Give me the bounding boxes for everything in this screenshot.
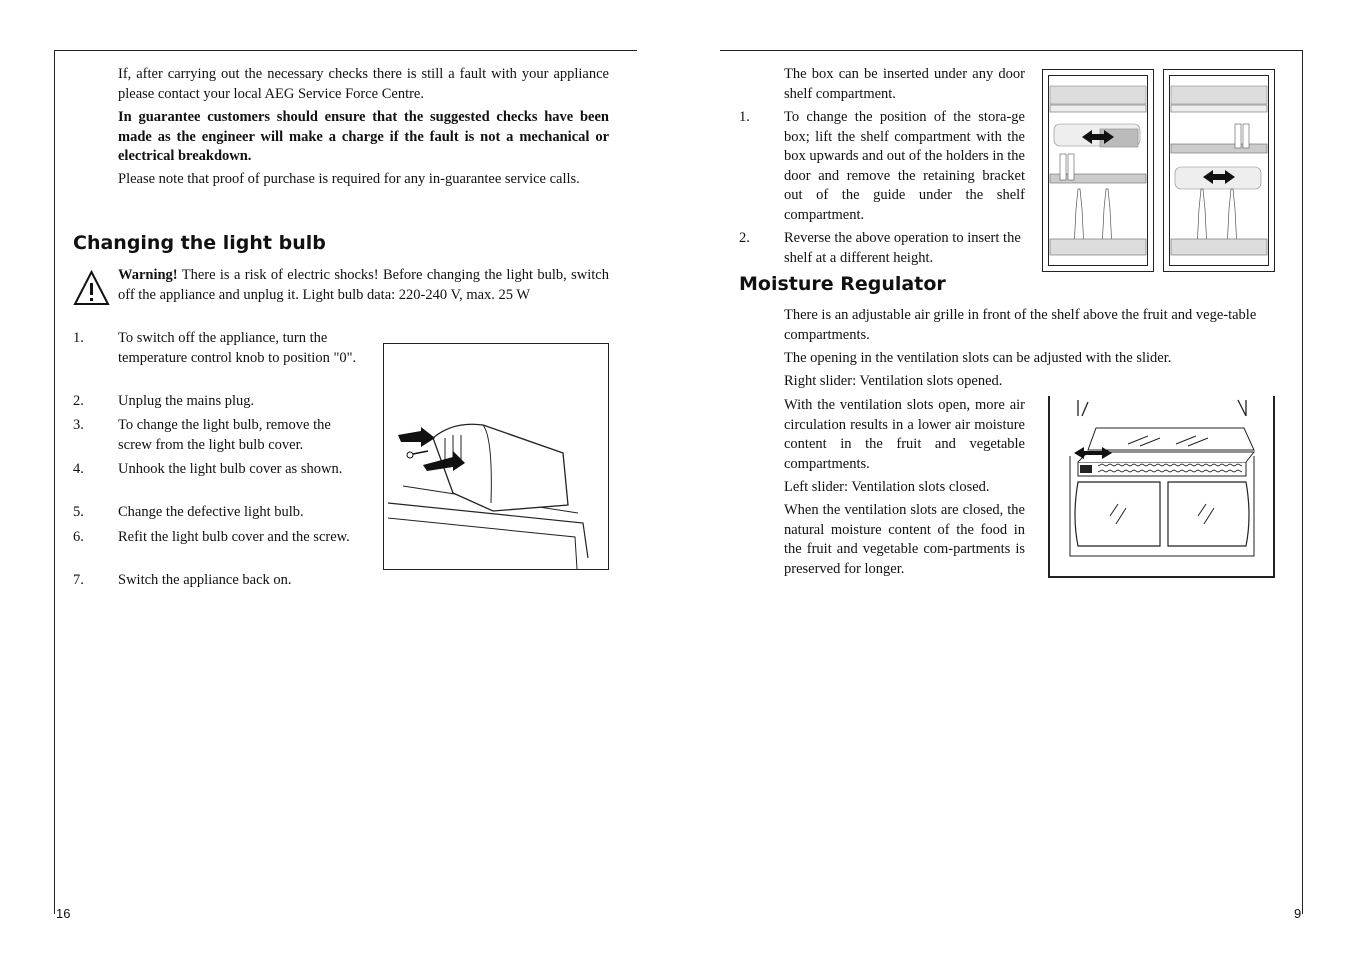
warning-text: There is a risk of electric shocks! Before changing the light bulb, switch off the appliance and unplug it. Light bulb data: 220-240 V, max. 25 W <box>118 267 609 303</box>
moisture-paragraph-6: When the ventilation slots are closed, the natural moisture content of the food in the fruit and vegetable com-partments is preserved for longer. <box>784 502 1025 577</box>
step-number: 4. <box>73 461 84 477</box>
step-number: 5. <box>73 504 84 520</box>
moisture-paragraph-1: There is an adjustable air grille in front of the shelf above the fruit and vege-table compartments. <box>784 307 1257 343</box>
moisture-regulator-illustration <box>1048 396 1275 578</box>
left-top-rule <box>54 50 637 51</box>
step-number: 3. <box>73 417 84 433</box>
moisture-paragraph-5: Left slider: Ventilation slots closed. <box>784 479 990 495</box>
right-side-rule <box>1302 50 1303 914</box>
step-number: 1. <box>739 109 750 125</box>
intro-paragraph-1: If, after carrying out the necessary checks there is still a fault with your appliance please contact your local AEG Service Force Centre. <box>118 66 609 102</box>
intro-paragraph-2: In guarantee customers should ensure that the suggested checks have been made as the engineer will make a charge if the fault is not a mechanical or electrical breakdown. <box>118 109 609 164</box>
left-side-rule <box>54 50 55 914</box>
step-text: Refit the light bulb cover and the screw. <box>118 529 350 545</box>
step-text: Reverse the above operation to insert the shelf at a different height. <box>784 230 1021 266</box>
light-bulb-illustration <box>383 343 609 570</box>
moisture-paragraph-4: With the ventilation slots open, more air circulation results in a lower air moisture content in the fruit and vegetable compartments. <box>784 397 1025 472</box>
step-number: 2. <box>739 230 750 246</box>
door-shelf-illustration-left <box>1042 69 1154 272</box>
left-page-number: 16 <box>56 906 71 921</box>
step-text: Unhook the light bulb cover as shown. <box>118 461 343 477</box>
step-number: 7. <box>73 572 84 588</box>
moisture-paragraph-2: The opening in the ventilation slots can be adjusted with the slider. <box>784 350 1172 366</box>
step-number: 1. <box>73 330 84 346</box>
warning-icon <box>73 270 110 307</box>
step-text: To change the light bulb, remove the screw from the light bulb cover. <box>118 417 331 453</box>
step-text: Unplug the mains plug. <box>118 393 255 409</box>
section-title-light-bulb: Changing the light bulb <box>73 232 326 254</box>
warning-label: Warning! <box>118 267 178 283</box>
right-top-rule <box>720 50 1303 51</box>
step-text: To switch off the appliance, turn the temperature control knob to position "0". <box>118 330 357 366</box>
step-text: To change the position of the stora-ge box; lift the shelf compartment with the box upwards and out of the holders in the door and remove the retaining bracket out of the guide under the shelf compartment. <box>784 109 1025 223</box>
right-page-number: 9 <box>1294 906 1302 921</box>
warning-paragraph <box>118 266 609 305</box>
step-text: Change the defective light bulb. <box>118 504 304 520</box>
section-title-moisture-regulator: Moisture Regulator <box>739 273 946 295</box>
moisture-paragraph-3: Right slider: Ventilation slots opened. <box>784 373 1003 389</box>
door-shelf-illustration-right <box>1163 69 1275 272</box>
step-number: 6. <box>73 529 84 545</box>
step-number: 2. <box>73 393 84 409</box>
box-intro-paragraph: The box can be inserted under any door shelf compartment. <box>784 66 1025 102</box>
intro-paragraph-3: Please note that proof of purchase is required for any in-guarantee service calls. <box>118 171 580 187</box>
step-text: Switch the appliance back on. <box>118 572 292 588</box>
